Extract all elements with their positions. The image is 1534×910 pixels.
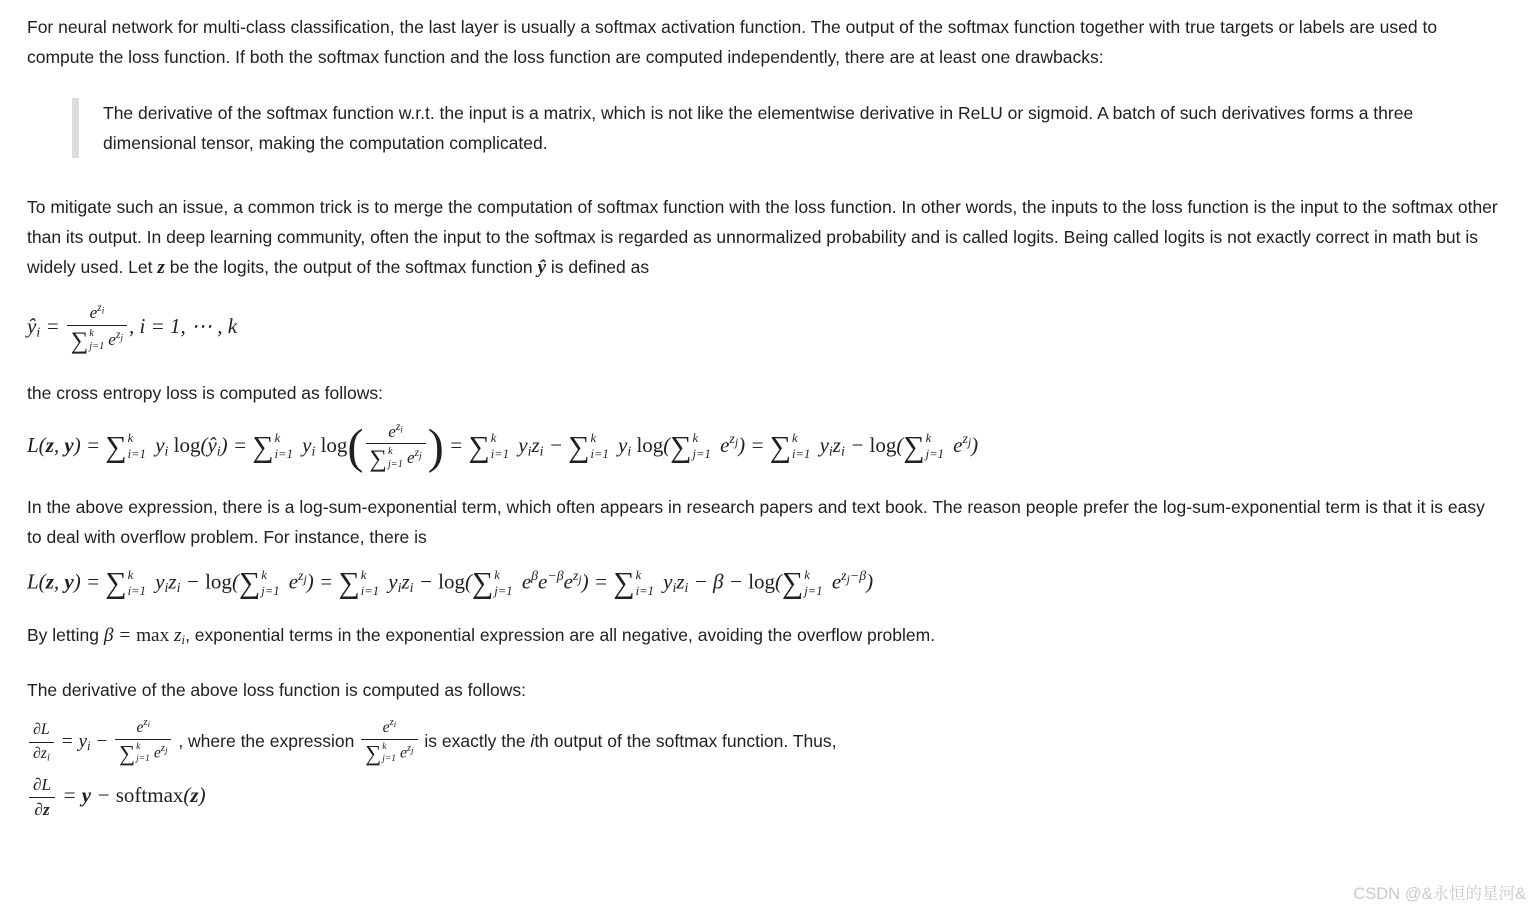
blockquote-text: The derivative of the softmax function w.r.t. the input is a matrix, which is not like the elementwise derivative in ReLU or sigmoid. A batch of such derivatives forms a three dimensional tensor, making the computation complicated. [103,103,1414,153]
csdn-watermark: CSDN @&永恒的星河& [1353,885,1526,903]
beta-paragraph: By letting $\beta = \max z_i$, exponential terms in the exponential expression are all negative, avoiding the overflow problem. [27,624,936,647]
intro-paragraph: For neural network for multi-class classification, the last layer is usually a softmax activation function. The output of the softmax function together with true targets or labels are used to compute the loss function. If both the softmax function and the loss function are computed independently, there are at least one drawbacks: [27,17,1438,67]
formula-log-sum-exp-trick: L(z, y) = ∑ k i=1 $y_iz_i - \log(\sum$ k j=1 $e^{z_j}$) = ∑ k i=1 $y_iz_i - \log(\sum$ k j=1 $e^\beta e^{-\beta}e^{z_j}$) = ∑ k i=1 $y_iz_i - \beta - \log(\sum$ k j=1 $e^{z_j-\beta}$) [27,566,874,600]
formula-gradient-component: $\frac{\partial L}{\partial z_i}$ = $y_i$ − $e^{z_i}$ ∑ k j=1 $e^{z_j}$ , where the expression $e^{z_i}$ ∑ k j=1 $e^{z_j}$ is exactly the ith output of the softmax function. Thus, [27,719,1504,766]
derivative-lead: The derivative of the above loss function is computed as follows: [27,679,527,700]
cross-entropy-lead: the cross entropy loss is computed as follows: [27,382,383,403]
log-sum-exp-paragraph: In the above expression, there is a log-sum-exponential term, which often appears in research papers and text book. The reason people prefer the log-sum-exponential term is that it is easy to deal with overflow problem. For instance, there is [27,497,1485,548]
formula-softmax-definition: $ŷ_i$ = $e^{z_i}$ ∑ k j=1 $e^{z_j}$ , i = 1, ⋯ , k [27,302,238,355]
logits-paragraph: To mitigate such an issue, a common trick is to merge the computation of softmax function with the loss function. In other words, the inputs to the loss function is the input to the softmax other than its output. In deep learning community, often the input to the softmax is regarded as unnormalized probability and is called logits. Being called logits is not exactly correct in math but is widely used. Let z be the logits, the output of the softmax function ŷ is defined as [27,197,1498,278]
formula-cross-entropy-loss: L(z, y) = ∑ k i=1 $y_i$ $\log(ŷ_i)$ = ∑ k i=1 $y_i$ log( $e^{z_i}$ ∑ k j=1 $e^{z_j}$ ) = ∑ k i=1 $y_iz_i$ − ∑ k i=1 $y_i$ log(∑ k j=1 $e^{z_j}$) = ∑ k i=1 $y_iz_i - \log(\sum$ k j=1 $e^{z_j}$) [27,419,979,473]
formula-gradient-vector: $\frac{\partial L}{\partial z}$ = y − softmax(z) [27,775,1504,820]
drawback-blockquote [72,98,1504,158]
